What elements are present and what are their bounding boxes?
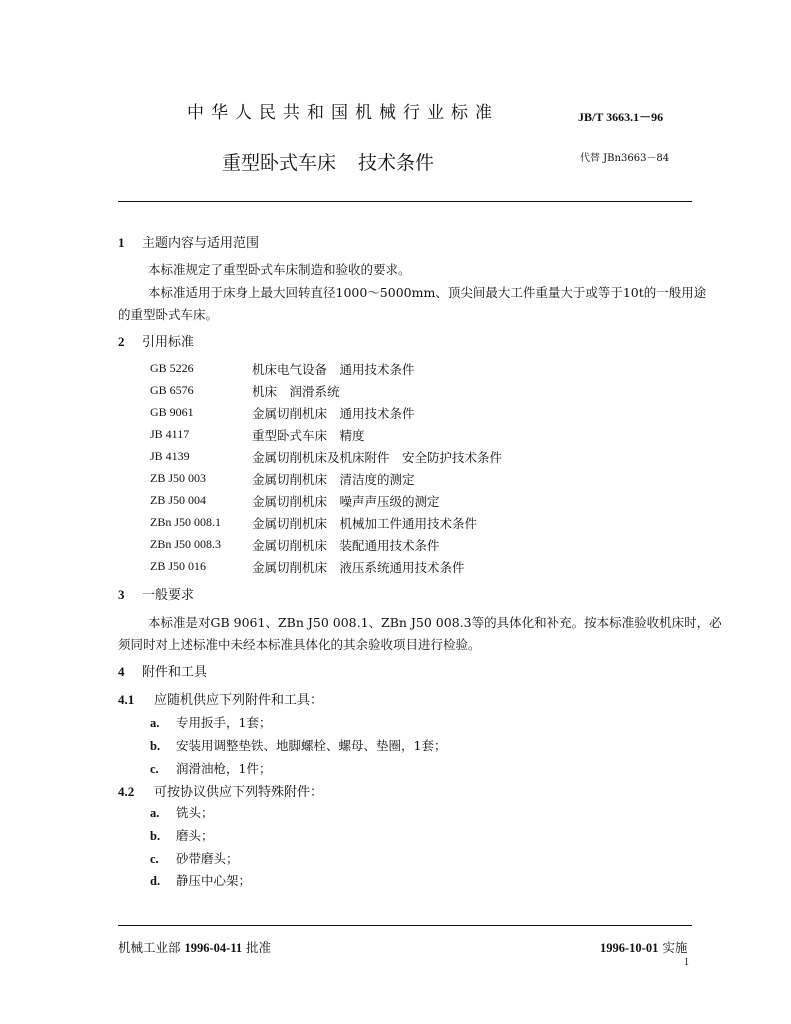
section-title: 一般要求 bbox=[142, 588, 195, 603]
reference-title: 金属切削机床 机械加工件通用技术条件 bbox=[252, 516, 478, 531]
list-item-label: a. bbox=[150, 716, 160, 730]
reference-code: JB 4139 bbox=[150, 449, 190, 463]
title-part-2: 技术条件 bbox=[358, 152, 435, 174]
reference-code: JB 4117 bbox=[150, 427, 190, 441]
approval-date: 1996-04-11 bbox=[184, 941, 243, 955]
section-1-paragraph-2-line-2: 的重型卧式车床。 bbox=[118, 307, 219, 322]
reference-code: ZBn J50 008.1 bbox=[150, 515, 222, 529]
reference-code: ZBn J50 008.3 bbox=[150, 537, 222, 551]
reference-code: GB 6576 bbox=[150, 383, 194, 397]
reference-code: ZB J50 004 bbox=[150, 493, 207, 507]
title-part-1: 重型卧式车床 bbox=[222, 152, 337, 174]
section-number: 3 bbox=[118, 587, 125, 602]
list-item bbox=[150, 713, 271, 731]
approval-word: 批准 bbox=[246, 940, 272, 955]
list-item-text: 专用扳手，1套； bbox=[176, 715, 272, 730]
reference-title: 金属切削机床 清洁度的测定 bbox=[252, 472, 415, 487]
list-item-label: c. bbox=[150, 852, 159, 866]
section-1-paragraph-2-line-1: 本标准适用于床身上最大回转直径1000～5000mm、顶尖间最大工件重量大于或等于10t的一般用途 bbox=[148, 285, 707, 300]
section-title: 附件和工具 bbox=[142, 665, 208, 680]
list-item-label: a. bbox=[150, 806, 160, 820]
implementation-line bbox=[600, 938, 687, 956]
list-item bbox=[150, 803, 214, 821]
subsection-title: 应随机供应下列附件和工具： bbox=[154, 693, 324, 708]
list-item bbox=[150, 849, 239, 867]
list-item bbox=[150, 871, 251, 889]
list-item-label: b. bbox=[150, 829, 161, 843]
list-item-text: 磨头； bbox=[176, 828, 214, 843]
page-number: 1 bbox=[684, 957, 689, 968]
reference-title: 金属切削机床及机床附件 安全防护技术条件 bbox=[252, 450, 503, 465]
reference-code: GB 5226 bbox=[150, 361, 194, 375]
section-1-heading bbox=[118, 232, 259, 251]
list-item bbox=[150, 826, 214, 844]
list-item-text: 砂带磨头； bbox=[176, 851, 239, 866]
list-item-text: 铣头； bbox=[176, 805, 214, 820]
section-number: 1 bbox=[118, 235, 125, 250]
approval-line bbox=[118, 938, 271, 956]
section-title: 主题内容与适用范围 bbox=[142, 236, 260, 251]
section-2-heading bbox=[118, 331, 194, 350]
header-divider bbox=[118, 201, 692, 202]
subsection-4-2-heading bbox=[118, 781, 323, 800]
document-title bbox=[222, 148, 434, 175]
list-item-text: 安装用调整垫铁、地脚螺栓、螺母、垫圈，1套； bbox=[176, 738, 447, 753]
reference-title: 机床电气设备 通用技术条件 bbox=[252, 362, 415, 377]
section-number: 2 bbox=[118, 334, 125, 349]
section-3-paragraph-line-1: 本标准是对GB 9061、ZBn J50 008.1、ZBn J50 008.3等的具体化和补充。按本标准验收机床时，必 bbox=[148, 615, 722, 630]
replaces-note: 代替 JBn3663－84 bbox=[580, 153, 670, 164]
reference-title: 金属切削机床 装配通用技术条件 bbox=[252, 538, 440, 553]
issuing-authority: 中华人民共和国机械行业标准 bbox=[187, 103, 499, 123]
subsection-title: 可按协议供应下列特殊附件： bbox=[154, 785, 324, 800]
list-item-label: c. bbox=[150, 762, 159, 776]
reference-title: 机床 润滑系统 bbox=[252, 384, 340, 399]
section-3-heading bbox=[118, 584, 194, 603]
reference-title: 金属切削机床 通用技术条件 bbox=[252, 406, 415, 421]
section-number: 4 bbox=[118, 664, 125, 679]
section-1-paragraph-1: 本标准规定了重型卧式车床制造和验收的要求。 bbox=[148, 262, 411, 277]
subsection-number: 4.2 bbox=[118, 784, 135, 799]
list-item-text: 静压中心架； bbox=[176, 873, 252, 888]
list-item-label: d. bbox=[150, 874, 161, 888]
reference-title: 金属切削机床 噪声声压级的测定 bbox=[252, 494, 440, 509]
implementation-date: 1996-10-01 bbox=[600, 941, 659, 955]
reference-code: ZB J50 003 bbox=[150, 471, 207, 485]
reference-title: 重型卧式车床 精度 bbox=[252, 428, 365, 443]
subsection-number: 4.1 bbox=[118, 692, 135, 707]
standard-code: JB/T 3663.1－96 bbox=[578, 110, 664, 124]
section-title: 引用标准 bbox=[142, 335, 195, 350]
subsection-4-1-heading bbox=[118, 689, 323, 708]
section-4-heading bbox=[118, 661, 207, 680]
footer-divider bbox=[118, 925, 692, 926]
reference-title: 金属切削机床 液压系统通用技术条件 bbox=[252, 560, 465, 575]
reference-code: ZB J50 016 bbox=[150, 559, 207, 573]
list-item bbox=[150, 736, 446, 754]
approver: 机械工业部 bbox=[118, 940, 181, 955]
section-3-paragraph-line-2: 须同时对上述标准中未经本标准具体化的其余验收项目进行检验。 bbox=[118, 637, 481, 652]
reference-code: GB 9061 bbox=[150, 405, 194, 419]
implementation-word: 实施 bbox=[662, 940, 688, 955]
list-item bbox=[150, 759, 271, 777]
list-item-text: 润滑油枪，1件； bbox=[176, 761, 272, 776]
list-item-label: b. bbox=[150, 739, 161, 753]
